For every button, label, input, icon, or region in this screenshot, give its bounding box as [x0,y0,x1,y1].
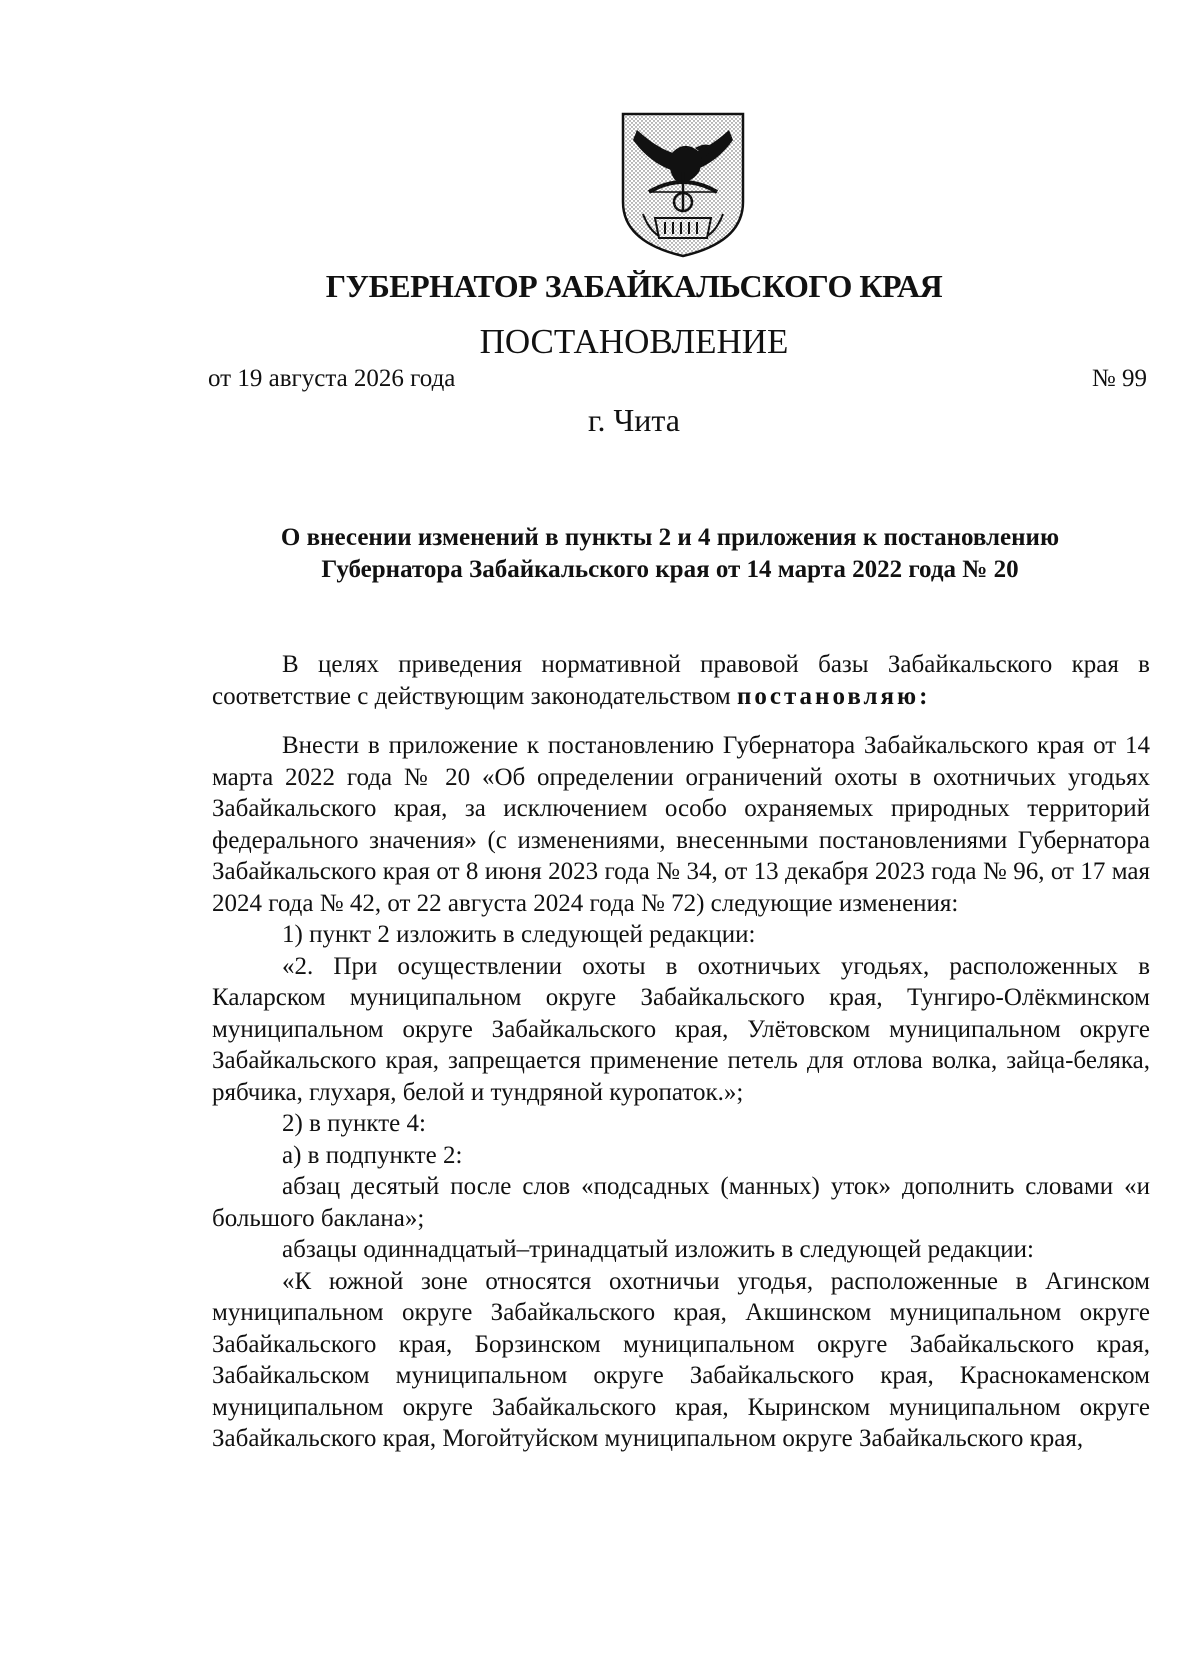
heading-line-1: О внесении изменений в пункты 2 и 4 приложения к постановлению [280,524,1060,551]
paragraph-item-1: 1) пункт 2 изложить в следующей редакции: [282,921,756,948]
document-date: от 19 августа 2026 года [208,365,456,392]
paragraph-subitem-a: а) в подпункте 2: [282,1141,463,1169]
paragraph-item-2: 2) в пункте 4: [282,1110,426,1137]
coat-of-arms-icon [619,110,747,260]
paragraph-item-1-text: «2. При осуществлении охоты в охотничьих угодьях, расположенных в Каларском муниципальном округе Забайкальского края, Тунгиро-Олёкминском муниципальном округе Забайкальского края, Улётовском муниципальном округе Забайкальского края, запрещается применение петель для отлова волка, зайца-беляка, рябчика, глухаря, белой и тундряной куропаток.»; [212,952,1150,1106]
document-type: ПОСТАНОВЛЕНИЕ [479,322,789,361]
document-body [212,649,1150,1455]
paragraph-tenth: абзац десятый после слов «подсадных (манных) уток» дополнить словами «и большого баклана»; [212,1173,1150,1232]
document-number: № 99 [1091,365,1147,392]
paragraph-preamble [212,649,1150,712]
document-city: г. Чита [587,402,680,438]
authority-title: ГУБЕРНАТОР ЗАБАЙКАЛЬСКОГО КРАЯ [325,268,943,304]
preamble-text: В целях приведения нормативной правовой базы Забайкальского края в соответствие с действующим законодательством [212,651,1150,710]
heading-line-2: Губернатора Забайкальского края от 14 марта 2022 года № 20 [321,556,1019,583]
document-heading [190,522,1150,586]
resolve-word: постановляю: [736,682,931,710]
paragraph-amendment: Внести в приложение к постановлению Губернатора Забайкальского края от 14 марта 2022 года № 20 «Об определении ограничений охоты в охотничьих угодьях Забайкальского края, за исключением особо охраняемых природных территорий федерального значения» (с изменениями, внесенными постановлениями Губернатора Забайкальского края от 8 июня 2023 года № 34, от 13 декабря 2023 года № 96, от 17 мая 2024 года № 42, от 22 августа 2024 года № 72) следующие изменения: [212,732,1150,917]
paragraph-southern-zone: «К южной зоне относятся охотничьи угодья, расположенные в Агинском муниципальном округе Забайкальского края, Акшинском муниципальном округе Забайкальского края, Борзинском муниципальном округе Забайкальского края, Забайкальском муниципальном округе Забайкальского края, Краснокаменском муниципальном округе Забайкальского края, Кыринском муниципальном округе Забайкальского края, Могойтуйском муниципальном округе Забайкальского края, [212,1267,1150,1452]
paragraph-eleventh: абзацы одиннадцатый–тринадцатый изложить в следующей редакции: [282,1236,1034,1263]
